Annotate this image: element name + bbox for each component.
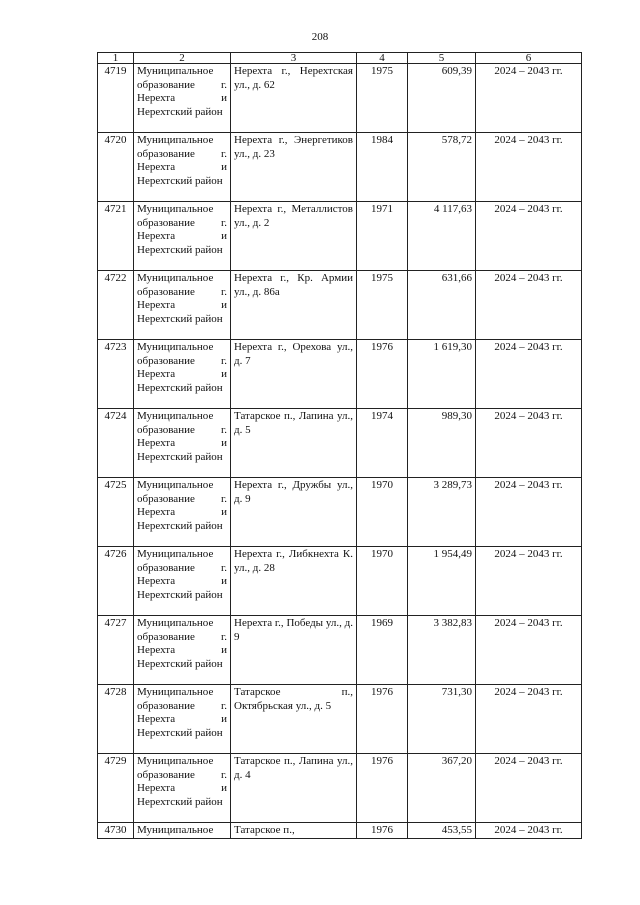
municipality-cell: Муниципальное образование г. Нерехта и Нерехтский район — [134, 754, 231, 823]
table-row — [98, 616, 582, 685]
address-cell: Нерехта г., Победы ул., д. 9 — [231, 616, 357, 685]
row-number-cell: 4728 — [98, 685, 134, 754]
area-cell: 3 382,83 — [408, 616, 476, 685]
row-number-cell: 4727 — [98, 616, 134, 685]
address-cell: Татарское п., — [231, 823, 357, 839]
table-row — [98, 271, 582, 340]
area-cell: 989,30 — [408, 409, 476, 478]
column-header: 3 — [231, 53, 357, 64]
table-row — [98, 64, 582, 133]
municipality-cell: Муниципальное образование г. Нерехта и Нерехтский район — [134, 133, 231, 202]
column-header: 1 — [98, 53, 134, 64]
year-cell: 1976 — [357, 754, 408, 823]
year-cell: 1984 — [357, 133, 408, 202]
area-cell: 1 619,30 — [408, 340, 476, 409]
address-cell: Нерехта г., Энергетиков ул., д. 23 — [231, 133, 357, 202]
municipality-cell: Муниципальное — [134, 823, 231, 839]
table-row — [98, 133, 582, 202]
municipality-cell: Муниципальное образование г. Нерехта и Нерехтский район — [134, 616, 231, 685]
address-cell: Нерехта г., Либкнехта К. ул., д. 28 — [231, 547, 357, 616]
period-cell: 2024 – 2043 гг. — [476, 547, 582, 616]
address-cell: Нерехта г., Металлистов ул., д. 2 — [231, 202, 357, 271]
period-cell: 2024 – 2043 гг. — [476, 271, 582, 340]
column-header: 5 — [408, 53, 476, 64]
area-cell: 731,30 — [408, 685, 476, 754]
period-cell: 2024 – 2043 гг. — [476, 340, 582, 409]
area-cell: 3 289,73 — [408, 478, 476, 547]
year-cell: 1970 — [357, 547, 408, 616]
area-cell: 578,72 — [408, 133, 476, 202]
page-number: 208 — [311, 31, 329, 43]
period-cell: 2024 – 2043 гг. — [476, 133, 582, 202]
year-cell: 1975 — [357, 271, 408, 340]
period-cell: 2024 – 2043 гг. — [476, 202, 582, 271]
address-cell: Нерехта г., Дружбы ул., д. 9 — [231, 478, 357, 547]
area-cell: 4 117,63 — [408, 202, 476, 271]
year-cell: 1976 — [357, 340, 408, 409]
municipality-cell: Муниципальное образование г. Нерехта и Нерехтский район — [134, 64, 231, 133]
table-row — [98, 685, 582, 754]
area-cell: 367,20 — [408, 754, 476, 823]
municipality-cell: Муниципальное образование г. Нерехта и Нерехтский район — [134, 478, 231, 547]
column-header: 6 — [476, 53, 582, 64]
table-row — [98, 340, 582, 409]
period-cell: 2024 – 2043 гг. — [476, 409, 582, 478]
address-cell: Татарское п., Лапина ул., д. 4 — [231, 754, 357, 823]
period-cell: 2024 – 2043 гг. — [476, 754, 582, 823]
row-number-cell: 4730 — [98, 823, 134, 839]
municipality-cell: Муниципальное образование г. Нерехта и Нерехтский район — [134, 340, 231, 409]
period-cell: 2024 – 2043 гг. — [476, 64, 582, 133]
municipality-cell: Муниципальное образование г. Нерехта и Нерехтский район — [134, 547, 231, 616]
year-cell: 1971 — [357, 202, 408, 271]
area-cell: 631,66 — [408, 271, 476, 340]
column-number-row — [98, 53, 582, 64]
period-cell: 2024 – 2043 гг. — [476, 823, 582, 839]
row-number-cell: 4726 — [98, 547, 134, 616]
period-cell: 2024 – 2043 гг. — [476, 478, 582, 547]
year-cell: 1976 — [357, 685, 408, 754]
area-cell: 1 954,49 — [408, 547, 476, 616]
table-row — [98, 409, 582, 478]
municipality-cell: Муниципальное образование г. Нерехта и Нерехтский район — [134, 409, 231, 478]
table-row — [98, 754, 582, 823]
row-number-cell: 4725 — [98, 478, 134, 547]
area-cell: 609,39 — [408, 64, 476, 133]
row-number-cell: 4720 — [98, 133, 134, 202]
municipality-cell: Муниципальное образование г. Нерехта и Нерехтский район — [134, 202, 231, 271]
column-header: 2 — [134, 53, 231, 64]
column-header: 4 — [357, 53, 408, 64]
year-cell: 1970 — [357, 478, 408, 547]
year-cell: 1976 — [357, 823, 408, 839]
row-number-cell: 4722 — [98, 271, 134, 340]
row-number-cell: 4729 — [98, 754, 134, 823]
row-number-cell: 4719 — [98, 64, 134, 133]
address-cell: Татарское п., Октябрьская ул., д. 5 — [231, 685, 357, 754]
year-cell: 1974 — [357, 409, 408, 478]
address-cell: Нерехта г., Орехова ул., д. 7 — [231, 340, 357, 409]
period-cell: 2024 – 2043 гг. — [476, 685, 582, 754]
row-number-cell: 4721 — [98, 202, 134, 271]
address-cell: Нерехта г., Нерехтская ул., д. 62 — [231, 64, 357, 133]
municipality-cell: Муниципальное образование г. Нерехта и Нерехтский район — [134, 271, 231, 340]
row-number-cell: 4723 — [98, 340, 134, 409]
table-body — [98, 64, 582, 839]
table-row — [98, 547, 582, 616]
row-number-cell: 4724 — [98, 409, 134, 478]
table-row — [98, 823, 582, 839]
address-cell: Нерехта г., Кр. Армии ул., д. 86а — [231, 271, 357, 340]
address-cell: Татарское п., Лапина ул., д. 5 — [231, 409, 357, 478]
table-row — [98, 478, 582, 547]
table-row — [98, 202, 582, 271]
year-cell: 1975 — [357, 64, 408, 133]
area-cell: 453,55 — [408, 823, 476, 839]
period-cell: 2024 – 2043 гг. — [476, 616, 582, 685]
municipality-cell: Муниципальное образование г. Нерехта и Нерехтский район — [134, 685, 231, 754]
year-cell: 1969 — [357, 616, 408, 685]
registry-table — [97, 52, 582, 839]
table-header — [98, 53, 582, 64]
